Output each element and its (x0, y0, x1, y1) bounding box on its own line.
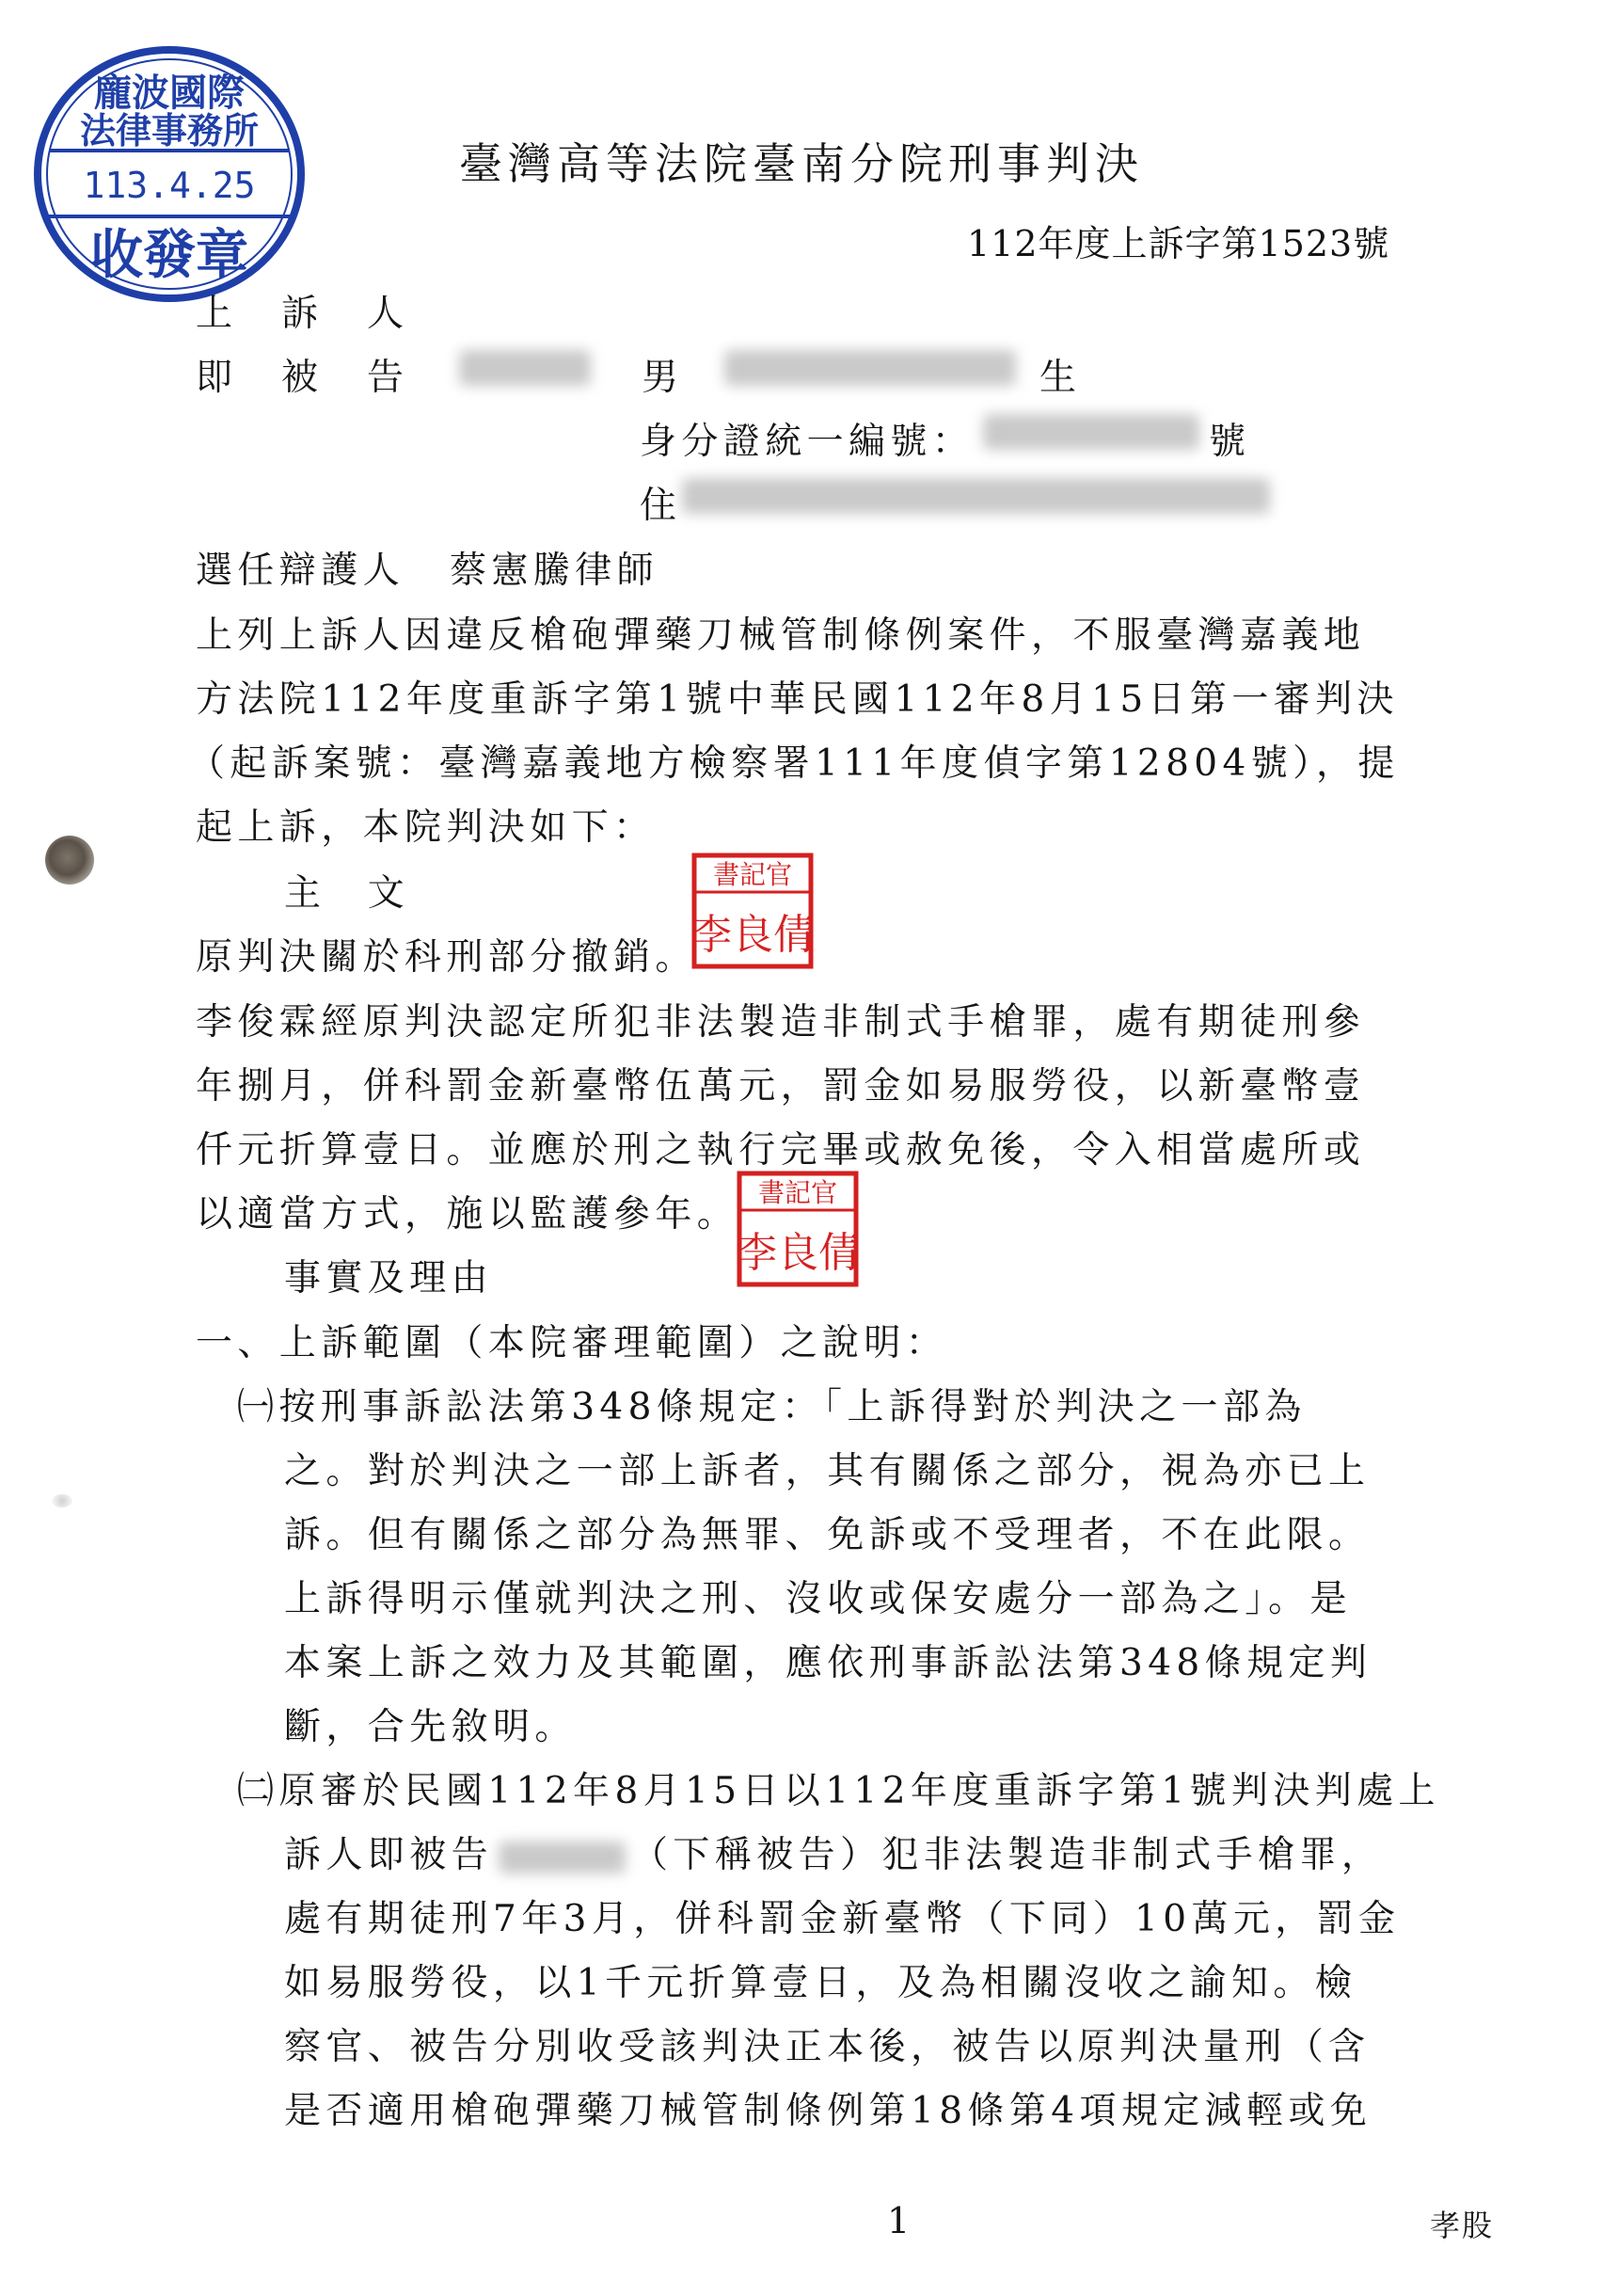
defendant-gender: 男 (642, 357, 684, 399)
redacted-id-number (983, 414, 1199, 450)
scan-speck (52, 1494, 72, 1507)
stamp-firm-line2: 法律事務所 (79, 110, 260, 151)
para1-line-1: ㈠按刑事訴訟法第348條規定：「上訴得對於判決之一部為 (237, 1386, 1307, 1428)
facts-heading: 事實及理由 (284, 1257, 494, 1299)
clerk-name: 李良倩 (691, 911, 814, 959)
party-role-appellant: 上訴人 (196, 293, 453, 335)
birth-suffix: 生 (1039, 357, 1082, 399)
intro-line-3: （起訴案號：臺灣嘉義地方檢察署111年度偵字第12804號），提 (188, 742, 1400, 785)
page-number: 1 (887, 2200, 911, 2241)
clerk-name-2: 李良倩 (737, 1229, 859, 1277)
para1-line-3: 訴。但有關係之部分為無罪、免訴或不受理者，不在此限。 (284, 1514, 1371, 1556)
section-1-heading: 一、上訴範圍（本院審理範圍）之說明： (196, 1322, 948, 1364)
clerk-seal-stamp-2 (737, 1171, 859, 1287)
redacted-defendant-name-2 (499, 1842, 626, 1873)
defender-row (196, 541, 658, 594)
main-line-1: 原判決關於科刑部分撤銷。 (196, 936, 697, 979)
address-label: 住 (640, 485, 682, 527)
stamp-date: 113.4.25 (83, 165, 256, 206)
main-line-2: 李俊霖經原判決認定所犯非法製造非制式手槍罪，處有期徒刑參 (196, 1001, 1366, 1044)
case-number: 112年度上訴字第1523號 (967, 223, 1390, 264)
intro-line-2: 方法院112年度重訴字第1號中華民國112年8月15日第一審判決 (196, 678, 1399, 721)
main-line-5: 以適當方式，施以監護參年。 (196, 1193, 739, 1236)
clerk-title-2: 書記官 (757, 1177, 838, 1208)
clerk-seal-stamp (691, 853, 814, 969)
para2-line-4: 如易服勞役，以1千元折算壹日，及為相關沒收之諭知。檢 (284, 1962, 1357, 2004)
para2-line-6: 是否適用槍砲彈藥刀械管制條例第18條第4項規定減輕或免 (284, 2090, 1372, 2132)
party-row-defendant (196, 348, 452, 401)
para2-line-5: 察官、被告分別收受該判決正本後，被告以原判決量刑（含 (284, 2026, 1371, 2068)
court-division: 孝股 (1430, 2208, 1495, 2243)
id-number-label: 身分證統一編號： (640, 421, 975, 463)
para2-line-3: 處有期徒刑7年3月，併科罰金新臺幣（下同）10萬元，罰金 (284, 1898, 1401, 1940)
stamp-label: 收發章 (90, 224, 248, 286)
main-line-4: 仟元折算壹日。並應於刑之執行完畢或赦免後，令入相當處所或 (196, 1129, 1366, 1172)
judgment-title: 臺灣高等法院臺南分院刑事判決 (459, 138, 1144, 189)
defender-name: 蔡憲騰律師 (450, 550, 659, 592)
defender-label: 選任辯護人 (196, 550, 405, 592)
clerk-title: 書記官 (712, 859, 793, 890)
para2-line-2 (284, 1826, 1383, 1878)
intro-line-1: 上列上訴人因違反槍砲彈藥刀械管制條例案件，不服臺灣嘉義地 (196, 614, 1366, 657)
stamp-firm-line1: 龐波國際 (94, 72, 245, 115)
para1-line-6: 斷，合先敘明。 (284, 1706, 577, 1748)
para2-line-2b: （下稱被告）犯非法製造非制式手槍罪， (631, 1834, 1384, 1876)
intro-line-4: 起上訴，本院判決如下： (196, 806, 656, 849)
party-role-defendant: 即被告 (196, 357, 453, 399)
para2-line-2a: 訴人即被告 (284, 1834, 494, 1876)
main-text-heading: 主 文 (284, 872, 410, 915)
redacted-defendant-name (459, 350, 591, 386)
scan-smudge (45, 836, 94, 885)
redacted-address (682, 478, 1270, 514)
id-number-suffix: 號 (1209, 421, 1251, 463)
redacted-birthdate (724, 350, 1016, 386)
para1-line-5: 本案上訴之效力及其範圍，應依刑事訴訟法第348條規定判 (284, 1642, 1372, 1684)
main-line-3: 年捌月，併科罰金新臺幣伍萬元，罰金如易服勞役，以新臺幣壹 (196, 1065, 1366, 1108)
para2-line-1: ㈡原審於民國112年8月15日以112年度重訴字第1號判決判處上 (237, 1770, 1440, 1812)
para1-line-4: 上訴得明示僅就判決之刑、沒收或保安處分一部為之」。是 (284, 1578, 1352, 1620)
para1-line-2: 之。對於判決之一部上訴者，其有關係之部分，視為亦已上 (284, 1450, 1371, 1492)
law-firm-receipt-stamp (28, 38, 310, 311)
